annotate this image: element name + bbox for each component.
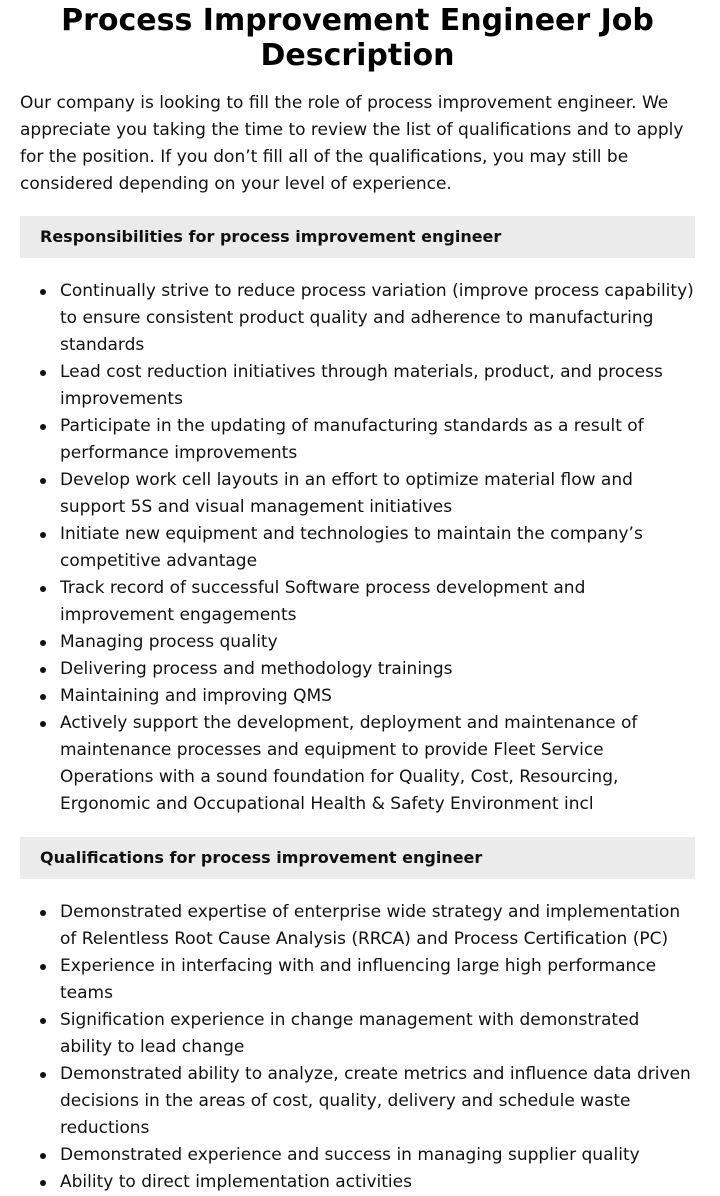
list-item: Demonstrated experience and success in managing supplier quality bbox=[60, 1142, 695, 1169]
list-item: Demonstrated ability to analyze, create metrics and influence data driven decisions in the areas of cost, quality, delivery and schedule waste reductions bbox=[60, 1061, 695, 1142]
list-item: Signification experience in change management with demonstrated ability to lead change bbox=[60, 1007, 695, 1061]
responsibilities-list bbox=[20, 278, 695, 818]
list-item: Lead cost reduction initiatives through materials, product, and process improvements bbox=[60, 359, 695, 413]
qualifications-list bbox=[20, 899, 695, 1196]
page-title: Process Improvement Engineer Job Description bbox=[61, 3, 654, 73]
list-item: Delivering process and methodology trainings bbox=[60, 656, 695, 683]
intro-paragraph: Our company is looking to fill the role of process improvement engineer. We appreciate you taking the time to review the list of qualifications and to apply for the position. If you don’t fill all of the qualifications, you may still be considered depending on your level of experience. bbox=[20, 93, 684, 194]
list-item: Initiate new equipment and technologies to maintain the company’s competitive advantage bbox=[60, 521, 695, 575]
list-item: Develop work cell layouts in an effort to optimize material flow and support 5S and visual management initiatives bbox=[60, 467, 695, 521]
list-item: Maintaining and improving QMS bbox=[60, 683, 695, 710]
list-item: Participate in the updating of manufacturing standards as a result of performance improvements bbox=[60, 413, 695, 467]
list-item: Ability to direct implementation activities bbox=[60, 1169, 695, 1196]
list-item: Managing process quality bbox=[60, 629, 695, 656]
list-item: Experience in interfacing with and influencing large high performance teams bbox=[60, 953, 695, 1007]
qualifications-heading: Qualifications for process improvement engineer bbox=[20, 837, 695, 879]
list-item: Track record of successful Software process development and improvement engagements bbox=[60, 575, 695, 629]
list-item: Continually strive to reduce process variation (improve process capability) to ensure consistent product quality and adherence to manufacturing standards bbox=[60, 278, 695, 359]
list-item: Actively support the development, deployment and maintenance of maintenance processes and equipment to provide Fleet Service Operations with a sound foundation for Quality, Cost, Resourcing, Ergonomic and Occupational Health & Safety Environment incl bbox=[60, 710, 695, 818]
responsibilities-heading: Responsibilities for process improvement engineer bbox=[20, 216, 695, 258]
list-item: Demonstrated expertise of enterprise wide strategy and implementation of Relentless Root Cause Analysis (RRCA) and Process Certification (PC) bbox=[60, 899, 695, 953]
